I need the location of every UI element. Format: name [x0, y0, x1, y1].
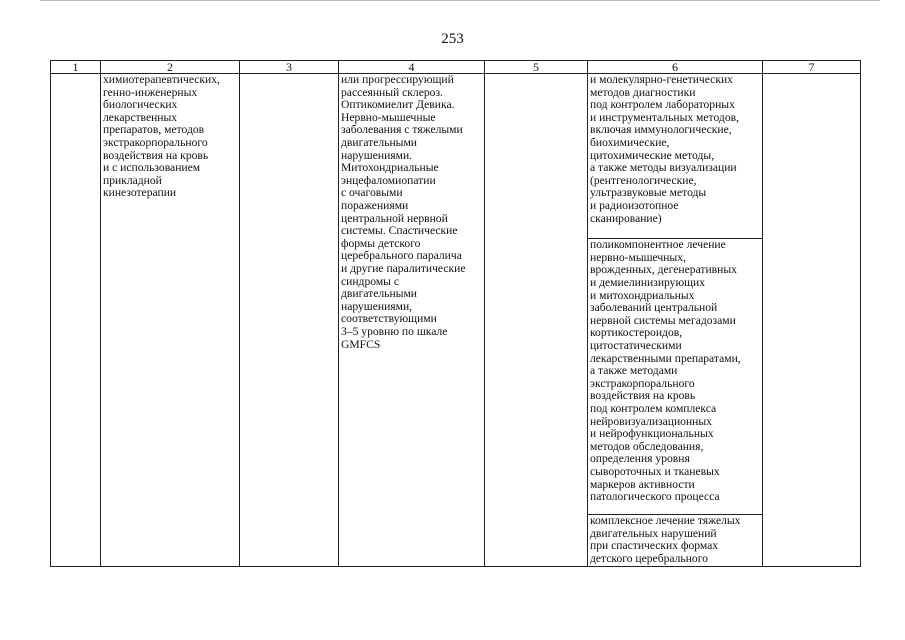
cell-col4-text: или прогрессирующий рассеянный склероз. Оптикомиелит Девика. Нервно-мышечные заболевания с тяжелыми двигательными нарушениями. Митохондриальные энцефаломиопатии с очаговыми поражениями центральной нервной системы. Спастические формы детского церебрального паралича и другие паралитические синдромы с двигательными нарушениями, соответствующими 3–5 уровню по шкале GMFCS	[341, 73, 466, 351]
column-header-2: 2	[101, 61, 240, 74]
cell-col7	[763, 74, 861, 567]
table-row	[51, 74, 861, 239]
cell-col5	[485, 74, 588, 567]
cell-col6-part3-text: комплексное лечение тяжелых двигательных нарушений при спастических формах детского церебрального	[590, 514, 741, 566]
column-header-6: 6	[588, 61, 763, 74]
table-header-row	[51, 61, 861, 74]
column-header-7: 7	[763, 61, 861, 74]
cell-col6-part2	[588, 239, 763, 515]
cell-col6-part1-text: и молекулярно-генетических методов диагностики под контролем лабораторных и инструментальных методов, включая иммунологические, биохимические, цитохимические методы, а также методы визуализации (рентгенологические, ультразвуковые методы и радиоизотопное сканирование)	[590, 73, 739, 225]
cell-col3	[240, 74, 339, 567]
column-header-5: 5	[485, 61, 588, 74]
column-header-3: 3	[240, 61, 339, 74]
column-header-1: 1	[51, 61, 101, 74]
cell-col2-text: химиотерапевтических, генно-инженерных биологических лекарственных препаратов, методов экстракорпорального воздействия на кровь и с использованием прикладной кинезотерапии	[103, 73, 220, 200]
cell-col6-part1	[588, 74, 763, 239]
page-number: 253	[441, 31, 464, 47]
cell-col6-part3	[588, 515, 763, 567]
cell-col6-part2-text: поликомпонентное лечение нервно-мышечных, врожденных, дегенеративных и демиелинизирующих и митохондриальных заболеваний центральной нервной системы мегадозами кортикостероидов, цитостатическими лекарственными препаратами, а также методами экстракорпорального воздействия на кровь под контролем комплекса нейровизуализационных и нейрофункциональных методов обследования, определения уровня сывороточных и тканевых маркеров активности патологического процесса	[590, 238, 741, 504]
cell-col1	[51, 74, 101, 567]
document-table	[50, 60, 861, 567]
top-border-line	[40, 0, 880, 1]
column-header-4: 4	[339, 61, 485, 74]
cell-col2	[101, 74, 240, 567]
cell-col4	[339, 74, 485, 567]
